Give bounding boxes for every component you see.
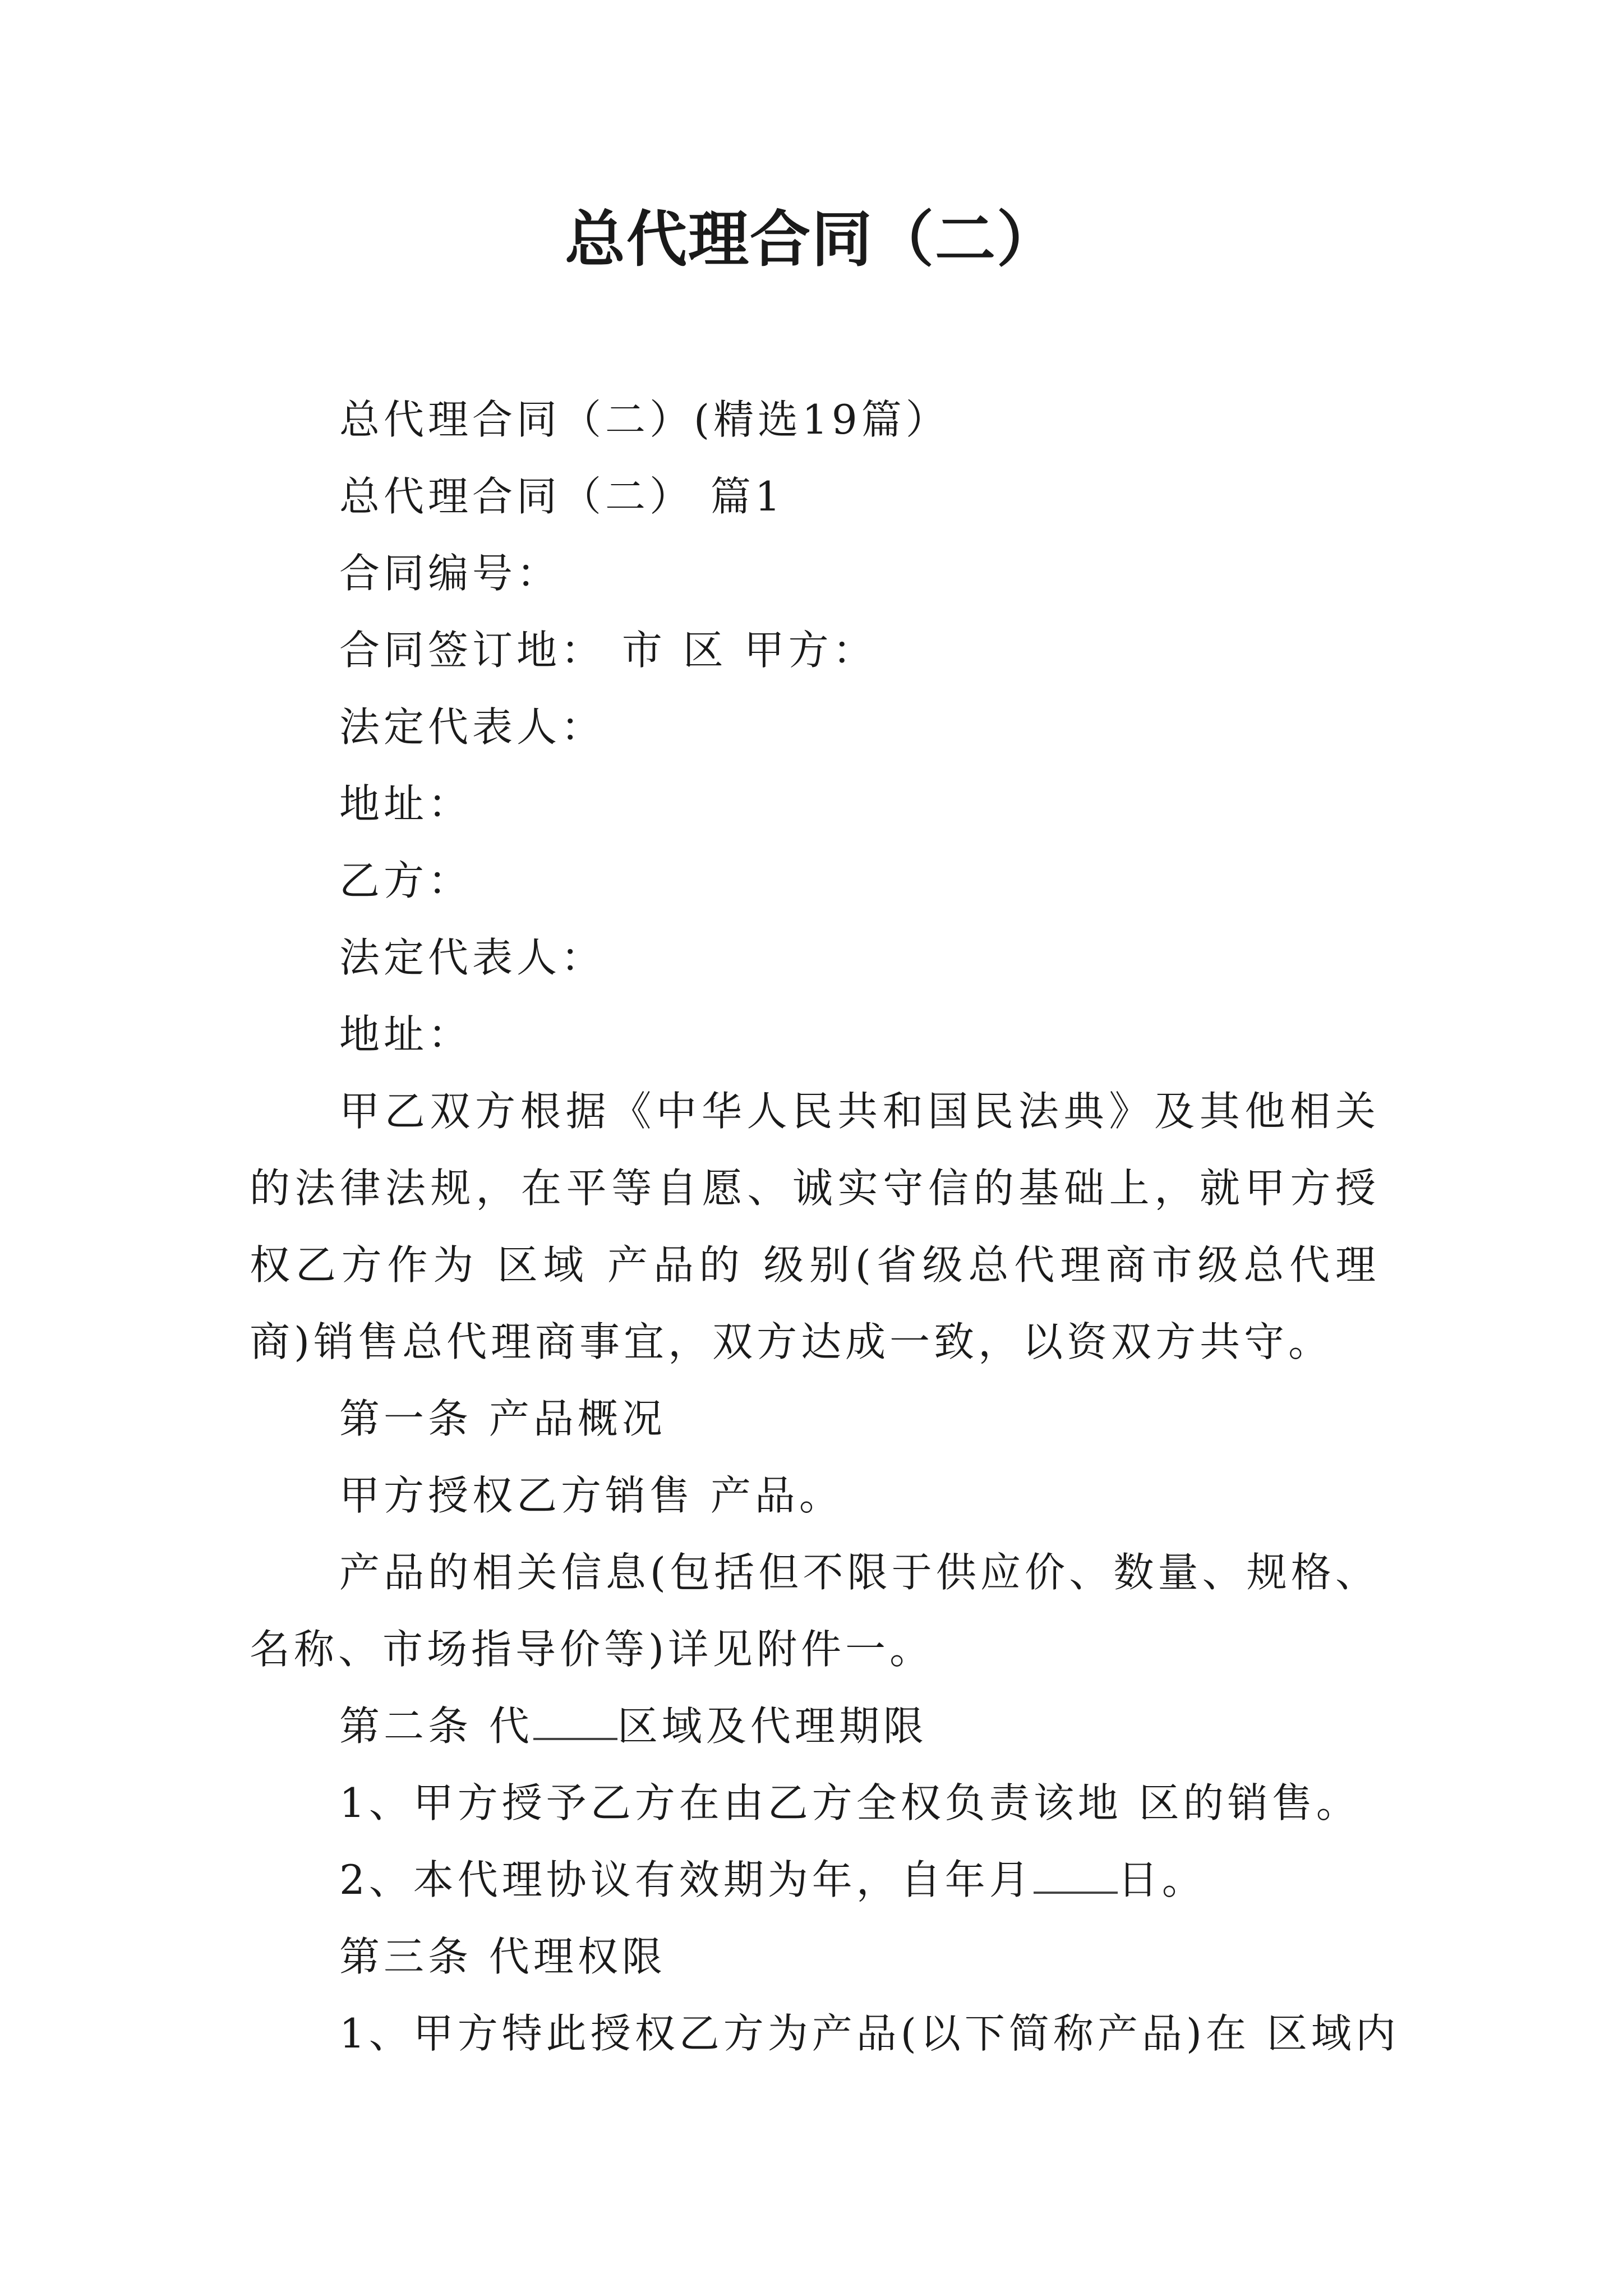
party-a-address-label: 地址： bbox=[339, 780, 473, 827]
article-1-paragraph-2: 产品的相关信息(包括但不限于供应价、数量、规格、名称、市场指导价等)详见附件一。 bbox=[250, 1549, 1380, 1673]
article-3-title: 第三条 代理权限 bbox=[339, 1933, 666, 1980]
subtitle-line: 总代理合同（二）(精选19篇） bbox=[339, 396, 950, 443]
signing-place-line: 合同签订地： 市 区 甲方： bbox=[339, 627, 877, 674]
article-2-title bbox=[250, 1688, 1380, 1765]
article-1-title: 第一条 产品概况 bbox=[339, 1395, 666, 1442]
document-title: 总代理合同（二） bbox=[564, 205, 1058, 275]
fill-in-blank bbox=[533, 1704, 617, 1740]
article-2-paragraph-1: 1、甲方授予乙方在由乙方全权负责该地 区的销售。 bbox=[339, 1779, 1361, 1826]
article-2-paragraph-2 bbox=[250, 1842, 1380, 1918]
party-b-legal-rep-label: 法定代表人： bbox=[339, 934, 606, 981]
document-body bbox=[250, 381, 1400, 2072]
party-a-legal-rep-label: 法定代表人： bbox=[339, 703, 606, 751]
article-3-paragraph-1: 1、甲方特此授权乙方为产品(以下简称产品)在 区域内 bbox=[339, 2010, 1400, 2057]
intro-paragraph: 甲乙双方根据《中华人民共和国民法典》及其他相关的法律法规，在平等自愿、诚实守信的基础上，就甲方授权乙方作为 区域 产品的 级别(省级总代理商市级总代理商)销售总代理商事宜，双方达成一致，以资双方共守。 bbox=[250, 1088, 1380, 1365]
party-b-address-label: 地址： bbox=[339, 1011, 473, 1058]
fill-in-blank bbox=[1034, 1858, 1118, 1894]
part-heading: 总代理合同（二） 篇1 bbox=[339, 473, 785, 520]
article-2-paragraph-2-prefix: 2、本代理协议有效期为年，自年月 bbox=[339, 1856, 1034, 1903]
party-b-label: 乙方： bbox=[339, 857, 473, 904]
article-1-paragraph-1: 甲方授权乙方销售 产品。 bbox=[339, 1472, 843, 1519]
article-2-title-prefix: 第二条 代 bbox=[339, 1703, 533, 1750]
article-2-paragraph-2-suffix: 日。 bbox=[1117, 1856, 1206, 1903]
contract-number-label: 合同编号： bbox=[339, 550, 561, 597]
article-2-title-suffix: 区域及代理期限 bbox=[617, 1703, 928, 1750]
